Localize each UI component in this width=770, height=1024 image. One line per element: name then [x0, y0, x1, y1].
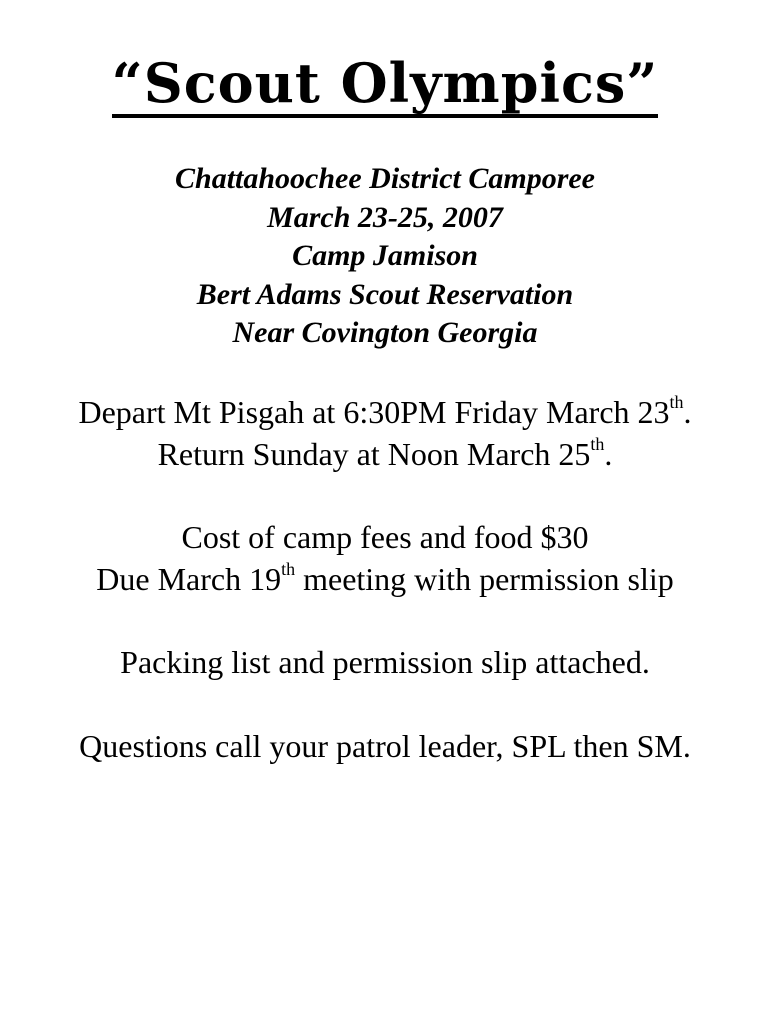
due-line: Due March 19th meeting with permission slip: [96, 559, 674, 597]
event-dates: March 23-25, 2007: [267, 200, 503, 234]
return-line: Return Sunday at Noon March 25th.: [157, 434, 613, 472]
page-title: “Scout Olympics”: [112, 52, 659, 118]
questions-note: Questions call your patrol leader, SPL then SM.: [79, 728, 691, 764]
camp-name: Camp Jamison: [292, 239, 478, 272]
depart-line: Depart Mt Pisgah at 6:30PM Friday March 23th.: [78, 392, 692, 430]
cost-line: Cost of camp fees and food $30: [181, 519, 589, 555]
event-name: Chattahoochee District Camporee: [175, 162, 595, 195]
reservation-name: Bert Adams Scout Reservation: [196, 277, 574, 311]
title-block: [0, 52, 770, 118]
event-info: [0, 160, 770, 353]
cost-block: [0, 516, 770, 600]
location: Near Covington Georgia: [232, 316, 538, 349]
packing-note: Packing list and permission slip attached.: [120, 644, 650, 680]
schedule-block: [0, 391, 770, 475]
